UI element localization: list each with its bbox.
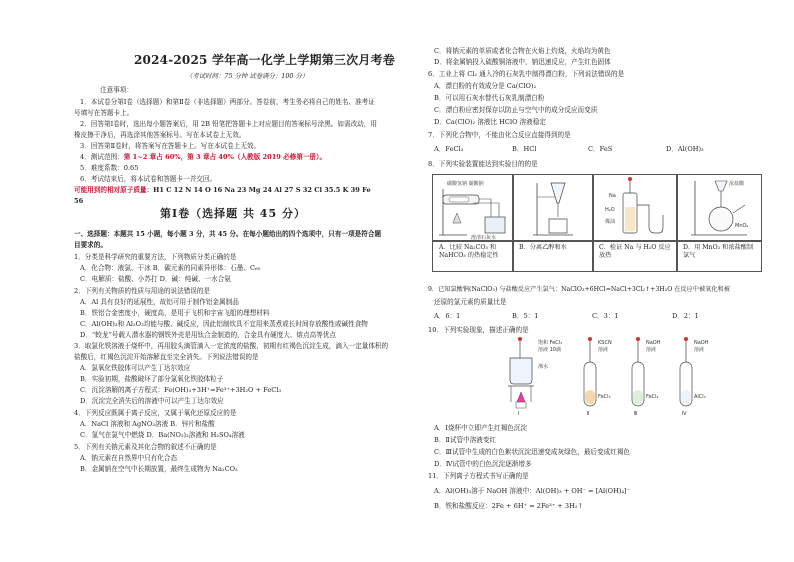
notice-item: 3．回答第Ⅱ卷时，将答案写在答题卡上。写在本试卷上无效。 (80, 142, 261, 150)
question-line: 1．分类是科学研究的重要方法，下列物质分类正确的是 (74, 253, 237, 261)
q10-fig-label: FeCl₃ (598, 394, 611, 400)
q7-option: D．Al(OH)₃ (666, 145, 704, 153)
q10-fig-label: 溶液 (598, 347, 609, 353)
question-line: C．氢气在氯气中燃烧 D．Ba(NO₃)₂溶液和 H₂SO₄溶液 (80, 431, 245, 439)
question-line: 盐酸后，红褐色沉淀开始溶解直至完全消失。下列说法错误的是 (74, 353, 259, 361)
atomic-mass-values: H1 C 12 N 14 O 16 Na 23 Mg 24 Al 27 S 32 Cl 35.5 K 39 Fe (153, 186, 371, 194)
test-scope (80, 153, 326, 161)
q10-roman: Ⅰ (518, 411, 520, 417)
question-line: A．氯氧化铁胶体可以产生丁达尔效应 (80, 364, 191, 372)
q7-option: B．HCl (512, 145, 537, 153)
q11-stem: 11．下列离子方程式书写正确的是 (428, 472, 529, 480)
question-line: D．将金属钠投入硫酸铜溶液中，钠迅速反应，产生红色固体 (434, 58, 611, 66)
atomic-mass-line (74, 186, 371, 194)
question-line: 4．下列反应既属于离子反应，又属于氧化还原反应的是 (74, 409, 237, 417)
question-line: B．实验初期，盐酸破坏了部分氯氧化铁胶体粒子 (80, 375, 224, 383)
atomic-mass-tail: 56 (74, 197, 84, 205)
q8a-label: 碳酸氢钠 碳酸钠 (447, 181, 484, 187)
test-scope-value: 第 1~2 章占 60%，第 3 章占 40%（人教版 2019 必修第一册）。 (123, 153, 327, 161)
question-line: B．金属钠在空气中长期放置，最终生成物为 Na₂CO₃ (80, 465, 238, 473)
q10-roman: Ⅳ (682, 411, 687, 417)
question-line: 3．取氯化铁溶液于烧杯中，再用胶头滴管滴入一定浓度的盐酸，初期有红褐色沉淀生成，滴入一定量体积的 (74, 342, 389, 350)
q10-fig-label: NaOH (646, 340, 661, 346)
question-line: A．漂白粉的有效成分是 Ca(ClO)₂ (434, 82, 537, 90)
question-line: D．“蛟龙”号载人潜水器的钢铁外壳是用钛合金制造的，合金具有硬度大、熔点高等优点 (80, 331, 336, 339)
difficulty: 5．难度系数：0.65 (80, 164, 139, 172)
q7-option: C．FeS (588, 145, 613, 153)
q9-option: B．5：1 (512, 312, 539, 320)
question-line: C．电解质：盐酸、小苏打 D．碱：纯碱、一水合氨 (80, 275, 231, 283)
q10-option: B．Ⅱ试管中溶液变红 (434, 436, 497, 444)
q8-option-d: D．用 MnO₂ 和浓盐酸制氯气 (683, 244, 754, 259)
heating-apparatus-diagram (433, 175, 513, 241)
q10-experiment-figure (508, 336, 718, 416)
q9-stem: 9．已知氯酸钠(NaClO₃) 与盐酸反应产生氯气：NaClO₃+6HCl=NaCl+3Cl₂↑+3H₂O 在反应中被氧化和被 (428, 286, 730, 293)
q10-fig-label: 溶液 (694, 347, 705, 353)
q10-fig-label: 溶液 10滴 (538, 347, 561, 353)
question-line: B．铁铝合金密度小，硬度高，是用于飞机和宇宙飞船的理想材料 (80, 309, 270, 317)
exam-subtitle: （考试时间：75 分钟 试卷满分：100 分） (186, 72, 309, 80)
notice-item: 1．本试卷分第Ⅰ卷（选择题）和第Ⅱ卷（非选择题）两部分。答卷前，考生务必将自己的姓名、准考证 (80, 98, 375, 106)
q8-caption-cell (432, 240, 514, 272)
question-line: D．沉淀完全消失后的溶液中可以产生丁达尔效应 (80, 397, 224, 405)
question-line: 5．下列有关钠元素及其化合物的叙述不正确的是 (74, 443, 217, 451)
question-line: B．可以用石灰水替代石灰乳制漂白粉 (434, 94, 545, 102)
question-line: A．化合物：液氯、干冰 B．碳元素的同素异形体：石墨、C₆₀ (80, 264, 261, 272)
q10-roman: Ⅱ (587, 411, 590, 417)
question-line: 2．下列有关物质的性质与用途的说法错误的是 (74, 287, 211, 295)
q8-caption-cell (676, 240, 762, 272)
question-line: 7．下列化合物中，不能由化合反应直接得到的是 (428, 131, 571, 139)
exam-title: 2024-2025 学年高一化学上学期第三次月考卷 (134, 53, 395, 67)
q9-option: A．6：1 (434, 312, 461, 320)
question-line: C．漂白粉应密封保存以防止与空气中的成分反应而变质 (434, 106, 598, 114)
q8-option-c: C．检证 Na 与 H₂O 反应放热 (599, 244, 671, 259)
q10-fig-label: 溶液 (646, 347, 657, 353)
q10-fig-label: FeCl₂ (646, 394, 659, 400)
q8-image-b (512, 174, 594, 242)
notice-item: 2．回答第Ⅰ卷时，选出每小题答案后，用 2B 铅笔把答题卡上对应题目的答案标号涂黑。如需改动，用 (80, 120, 377, 128)
notice-item: 橡皮擦干净后，再选涂其他答案标号。写在本试卷上无效。 (74, 131, 246, 139)
atomic-mass-label: 可能用到的相对原子质量： (74, 186, 154, 194)
question-line: A．钠元素在自然界中只有化合态 (80, 454, 178, 462)
q8c-label: 煤油 (605, 219, 616, 225)
section-intro: 目要求的。 (74, 241, 107, 249)
q8d-label: MnO₂ (735, 223, 749, 229)
section-intro: 一、选择题：本题共 15 小题，每小题 3 分，共 45 分。在每小题给出的四个选项中，只有一项是符合题 (74, 230, 382, 238)
q11-option: B．铁和盐酸反应：2Fe + 6H⁺ = 2Fe³⁺ + 3H₂↑ (434, 502, 584, 510)
test-scope-label: 4．测试范围： (80, 153, 124, 161)
q11-option: A．Al(OH)₃溶于 NaOH 溶液中：Al(OH)₃ + OH⁻ = [Al(OH)₄]⁻ (434, 487, 631, 495)
question-line: C．沉淀溶解的离子方程式：Fe(OH)₃+3H⁺=Fe³⁺+3H₂O + FeCl₃ (80, 386, 282, 394)
q9-option: C．3：1 (592, 312, 619, 320)
q8c-label: Na (609, 193, 616, 199)
q10-stem: 10．下列实验现象，描述正确的是 (428, 326, 529, 334)
question-line: D．Ca(ClO)₂ 溶液比 HClO 溶液稳定 (434, 118, 546, 126)
question-line: C．将钠元素的单质或者化合物在火焰上灼烧，火焰均为黄色 (434, 47, 611, 55)
q8-caption-cell (512, 240, 594, 272)
q10-option: D．Ⅳ试管中的白色沉淀逐渐增多 (434, 460, 532, 468)
notice-item: 号填写在答题卡上。 (74, 109, 134, 117)
notice-heading: 注意事项： (100, 86, 133, 94)
section-title: 第Ⅰ卷（选择题 共 45 分） (160, 207, 306, 220)
q8-stem: 8．下列实验装置能达到实验目的的是 (428, 160, 538, 168)
q10-roman: Ⅲ (634, 411, 638, 417)
q10-option: C．Ⅲ试管中生成的白色絮状沉淀迅速变成灰绿色，最后变成红褐色 (434, 448, 631, 456)
chlorine-generator-diagram (677, 175, 761, 241)
q10-fig-label: 饱和 FeCl₃ (538, 340, 563, 346)
q8-image-a (432, 174, 514, 242)
q8d-label: 浓盐酸 (729, 181, 745, 187)
q8-image-d (676, 174, 762, 242)
q8c-label: H₂O (605, 207, 615, 213)
q8-image-c (592, 174, 678, 242)
q9-stem: 还原的氯元素的质量比是 (434, 298, 507, 306)
q9-option: D．2：1 (672, 312, 699, 320)
q8-option-a: A．比较 Na₂CO₃ 和 NaHCO₃ 的热稳定性 (439, 244, 499, 259)
q8-option-b: B．分离乙醇和水 (519, 244, 567, 251)
u-tube-diagram (593, 175, 677, 241)
q7-option: A．FeCl₃ (434, 145, 464, 153)
q10-fig-label: KSCN (598, 340, 612, 346)
q10-fig-label: 沸水 (538, 364, 549, 370)
question-line: A．NaCl 溶液和 AgNO₃溶液 B．锌片和盐酸 (80, 420, 215, 428)
q10-fig-label: NaOH (694, 340, 709, 346)
question-line: A．Al 具有良好的延展性，故铝可用于制作铝金属制品 (80, 298, 239, 306)
q10-option: A．Ⅰ烧杯中立即产生红褐色沉淀 (434, 424, 528, 432)
question-line: 6．工业上将 Cl₂ 通入冷的石灰乳中制得漂白粉，下列说法错误的是 (428, 70, 625, 78)
q10-fig-label: AlCl₃ (694, 394, 706, 400)
separatory-funnel-diagram (513, 175, 593, 241)
q8-caption-cell (592, 240, 678, 272)
notice-end: 6．考试结束后，将本试卷和答题卡一并交回。 (80, 175, 217, 183)
question-line: C．Al(OH)₃和 Al₂O₃均能与酸、碱反应，因此铝制炊具不宜用来蒸煮或长时间存放酸性或碱性食物 (80, 320, 368, 328)
q8a-label: 澄清石灰水 (471, 235, 497, 241)
